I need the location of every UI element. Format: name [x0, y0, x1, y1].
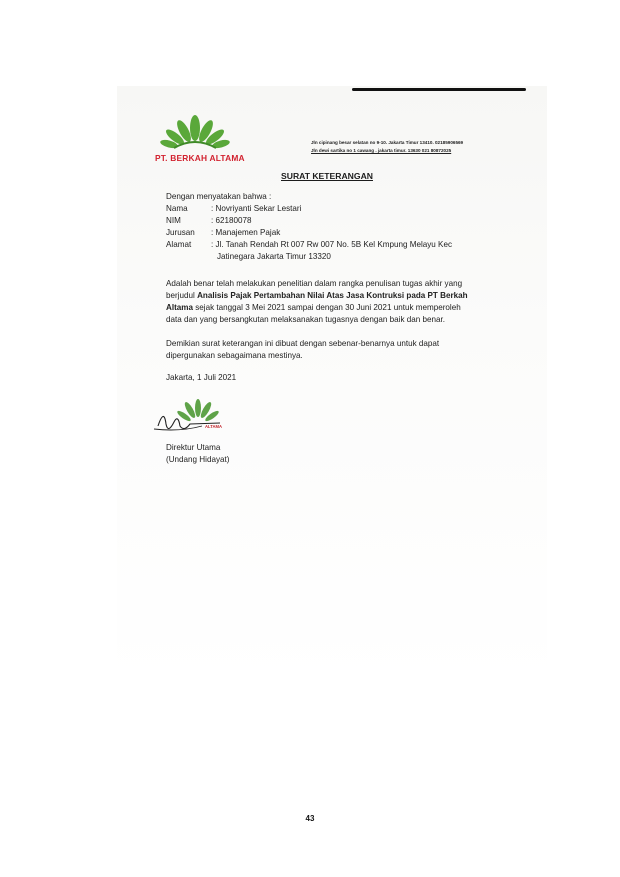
address-line-1: Jln cipinang besar selatan no 9-10. Jakarta Timur 13410. 02185906569	[311, 140, 464, 145]
letter-title: SURAT KETERANGAN	[281, 171, 373, 181]
closing-line-1: Demikian surat keterangan ini dibuat dengan sebenar-benarnya untuk dapat	[166, 339, 440, 348]
field-label-nama: Nama	[166, 204, 188, 213]
field-value-jurusan: : Manajemen Pajak	[211, 228, 281, 237]
signature-stamp-icon	[150, 396, 230, 438]
closing-line-2: dipergunakan sebagaimana mestinya.	[166, 351, 303, 360]
address-line-2: Jln dewi sartika no 1 cawang . jakarta timur. 13630 021 80872025	[311, 148, 452, 153]
body-line-3	[166, 302, 461, 314]
place-date: Jakarta, 1 Juli 2021	[166, 373, 237, 382]
body-line-2-text: berjudul	[166, 291, 198, 300]
field-value-nim: : 62180078	[211, 216, 252, 225]
field-value-nama: : Novriyanti Sekar Lestari	[211, 204, 302, 213]
scan-edge-line	[352, 88, 526, 91]
body-line-1: Adalah benar telah melakukan penelitian dalam rangka penulisan tugas akhir yang	[166, 279, 463, 288]
signer-name: (Undang Hidayat)	[166, 455, 230, 464]
intro-text: Dengan menyatakan bahwa :	[166, 192, 272, 201]
page-number: 43	[305, 814, 315, 823]
thesis-title-part-2: Altama	[166, 303, 193, 312]
body-line-3-text: sejak tanggal 3 Mei 2021 sampai dengan 30 Juni 2021 untuk memperoleh	[193, 303, 461, 312]
field-label-nim: NIM	[166, 216, 181, 225]
field-label-jurusan: Jurusan	[166, 228, 195, 237]
body-line-2	[166, 290, 468, 302]
field-value-alamat-cont: Jatinegara Jakarta Timur 13320	[217, 252, 331, 261]
company-logo-icon	[160, 112, 230, 154]
stamp-text: ALTAMA	[205, 424, 223, 429]
field-value-alamat: : Jl. Tanah Rendah Rt 007 Rw 007 No. 5B Kel Kmpung Melayu Kec	[211, 240, 453, 249]
company-name: PT. BERKAH ALTAMA	[155, 153, 245, 163]
field-label-alamat: Alamat	[166, 240, 192, 249]
signer-title: Direktur Utama	[166, 443, 221, 452]
body-line-4: data dan yang bersangkutan melaksanakan tugasnya dengan baik dan benar.	[166, 315, 445, 324]
thesis-title-part-1: Analisis Pajak Pertambahan Nilai Atas Jasa Kontruksi pada PT Berkah	[197, 291, 468, 300]
